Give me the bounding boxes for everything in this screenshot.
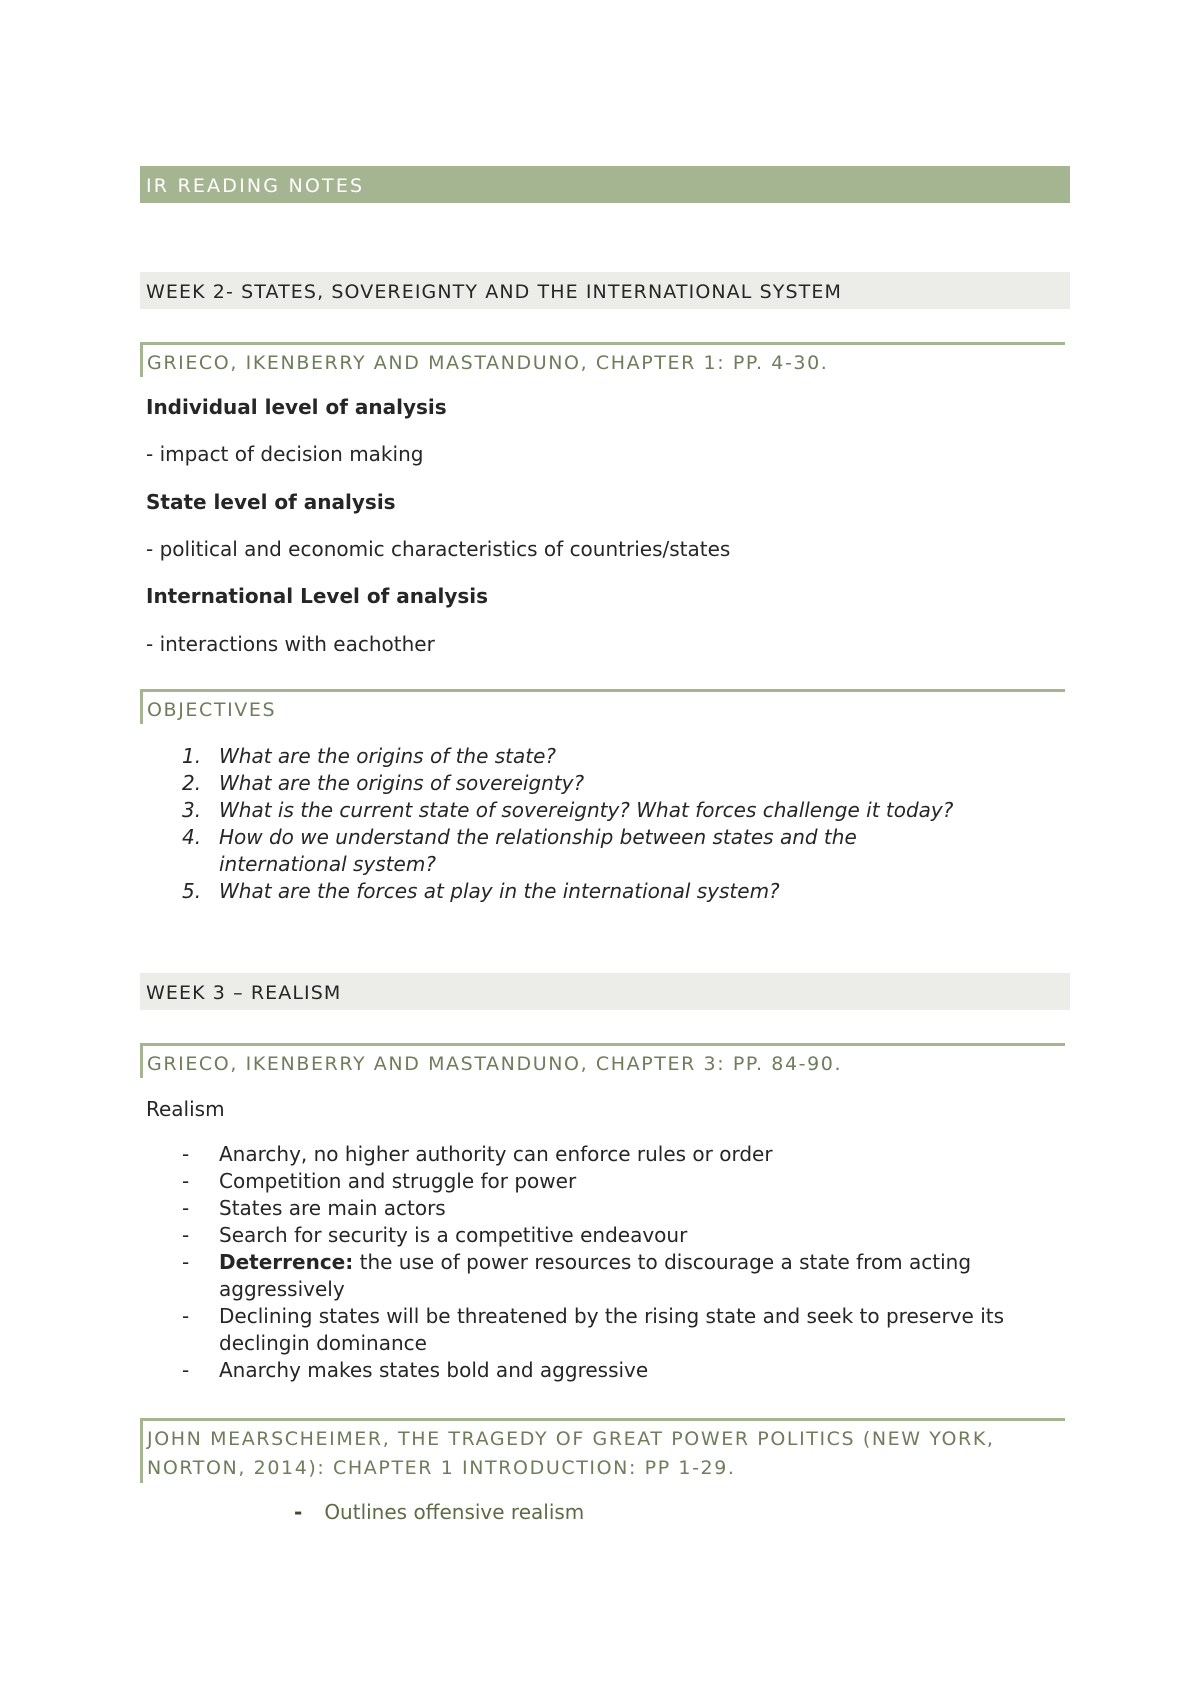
list-item: 5. What are the forces at play in the international system? (182, 879, 780, 903)
document-title: IR READING NOTES (146, 175, 365, 197)
list-item: 1. What are the origins of the state? (182, 744, 557, 768)
offensive-realism-point: - Outlines offensive realism (294, 1500, 585, 1524)
week2-heading: WEEK 2- STATES, SOVEREIGNTY AND THE INTERNATIONAL SYSTEM (146, 281, 842, 303)
realism-points-list (146, 1141, 1046, 1384)
week3-heading: WEEK 3 – REALISM (146, 982, 342, 1004)
mearsheimer-reading-heading: JOHN MEARSCHEIMER, THE TRAGEDY OF GREAT POWER POLITICS (NEW YORK, NORTON, 2014): CHAPTER 1 INTRODUCTION: PP 1-29. (140, 1418, 1065, 1483)
level-note-state: - political and economic characteristics of countries/states (146, 537, 731, 561)
list-item: 2. What are the origins of sovereignty? (182, 771, 585, 795)
list-item: 4. How do we understand the relationship between states and the international system? (182, 825, 857, 876)
week2-reading-heading: GRIECO, IKENBERRY AND MASTANDUNO, CHAPTER 1: PP. 4-30. (140, 342, 1065, 377)
list-item: - Search for security is a competitive endeavour (182, 1223, 688, 1247)
level-note-individual: - impact of decision making (146, 442, 424, 466)
week2-heading-band (140, 272, 1070, 309)
week3-heading-band (140, 973, 1070, 1010)
level-heading-state: State level of analysis (146, 490, 396, 514)
deterrence-term: Deterrence: (219, 1250, 354, 1274)
list-item: - Anarchy, no higher authority can enforce rules or order (182, 1142, 773, 1166)
week3-reading-heading: GRIECO, IKENBERRY AND MASTANDUNO, CHAPTER 3: PP. 84-90. (140, 1043, 1065, 1078)
list-item: - Deterrence: the use of power resources to discourage a state from acting aggressively (182, 1250, 972, 1301)
document-title-band (140, 166, 1070, 203)
list-item: - Anarchy makes states bold and aggressive (182, 1358, 649, 1382)
level-note-international: - interactions with eachother (146, 632, 435, 656)
realism-label: Realism (146, 1097, 225, 1121)
list-item: 3. What is the current state of sovereignty? What forces challenge it today? (182, 798, 954, 822)
level-heading-international: International Level of analysis (146, 584, 489, 608)
list-item: - Declining states will be threatened by the rising state and seek to preserve its declingin dominance (182, 1304, 1005, 1355)
objectives-heading: OBJECTIVES (140, 689, 1065, 724)
list-item: - Competition and struggle for power (182, 1169, 577, 1193)
level-heading-individual: Individual level of analysis (146, 395, 447, 419)
list-item: - States are main actors (182, 1196, 446, 1220)
objectives-list (146, 743, 1046, 905)
